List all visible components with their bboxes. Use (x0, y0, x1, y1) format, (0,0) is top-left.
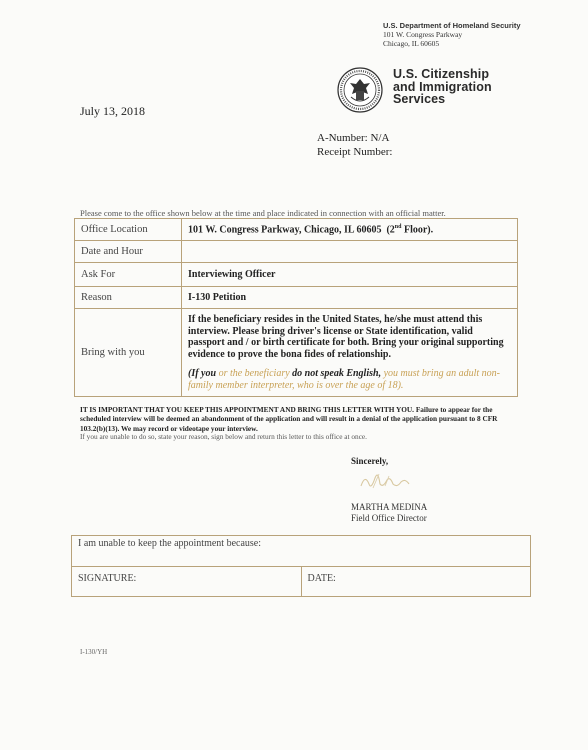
table-row (72, 536, 531, 567)
uscis-line-1: U.S. Citizenship (393, 67, 490, 81)
office-location-value: 101 W. Congress Parkway, Chicago, IL 60605 (2nd Floor). (182, 219, 518, 241)
date-field[interactable] (301, 567, 531, 597)
date-hour-label: Date and Hour (75, 241, 182, 263)
form-number: I-130/YH (80, 648, 108, 656)
agency-city: Chicago, IL 60605 (383, 39, 440, 48)
case-numbers (317, 131, 392, 159)
note-part-1: (If you (188, 368, 217, 379)
signatory-name: MARTHA MEDINA (351, 502, 428, 512)
signatory-title: Field Office Director (351, 513, 427, 523)
agency-name: U.S. Department of Homeland Security (383, 21, 521, 30)
a-number: A-Number: N/A (317, 132, 390, 144)
date-hour-value (182, 241, 518, 263)
table-row (75, 219, 518, 241)
reason-label: Reason (75, 287, 182, 309)
interpreter-note (188, 368, 511, 391)
table-row (75, 241, 518, 263)
closing-sincerely: Sincerely, (351, 456, 389, 466)
response-form (71, 535, 531, 597)
office-location-label: Office Location (75, 219, 182, 241)
date-field-label: DATE: (307, 573, 336, 584)
table-row (72, 567, 531, 597)
intro-text: Please come to the office shown below at the time and place indicated in connection with an official matter. (80, 208, 446, 218)
reason-field[interactable] (72, 536, 531, 567)
note-part-3: do not speak English, (292, 368, 382, 379)
letter-date: July 13, 2018 (80, 104, 146, 118)
uscis-wordmark (393, 68, 492, 106)
important-notice: IT IS IMPORTANT THAT YOU KEEP THIS APPOINTMENT AND BRING THIS LETTER WITH YOU. Failure to appear for the scheduled interview will be deemed an abandonment of the application and will result in a denial of the application pursuant to 8 CFR 103.2(b)(13). We may record or videotape your interview. (80, 405, 498, 433)
reason-field-label: I am unable to keep the appointment because: (78, 538, 261, 549)
table-row (75, 309, 518, 397)
dhs-seal-icon (337, 67, 383, 113)
signatory (351, 502, 427, 524)
appointment-table (74, 218, 518, 397)
uscis-line-2: and Immigration (393, 79, 492, 94)
reason-value: I-130 Petition (182, 287, 518, 309)
uscis-line-3: Services (393, 92, 446, 106)
bring-instructions: If the beneficiary resides in the United States, he/she must attend this interview. Please bring driver's license or State identification, valid passport and / or birth certificate for both. Bring your original supporting evidence to prove the bona fides of relationship. (188, 314, 504, 360)
ask-for-value: Interviewing Officer (182, 263, 518, 287)
note-part-2: or the beneficiary (216, 368, 293, 379)
note-part-4: you must bring an adult non-family member interpreter, who is over the age of 18). (188, 368, 500, 391)
signature-icon (355, 466, 425, 496)
signature-field[interactable] (72, 567, 302, 597)
receipt-number: Receipt Number: (317, 146, 393, 158)
ask-for-label: Ask For (75, 263, 182, 287)
signature-field-label: SIGNATURE: (78, 573, 137, 584)
bring-with-you-value (182, 309, 518, 397)
table-row (75, 263, 518, 287)
agency-address (383, 21, 521, 48)
bring-with-you-label: Bring with you (75, 309, 182, 397)
table-row (75, 287, 518, 309)
agency-street: 101 W. Congress Parkway (383, 30, 463, 39)
unable-notice: If you are unable to do so, state your reason, sign below and return this letter to this office at once. (80, 432, 367, 441)
